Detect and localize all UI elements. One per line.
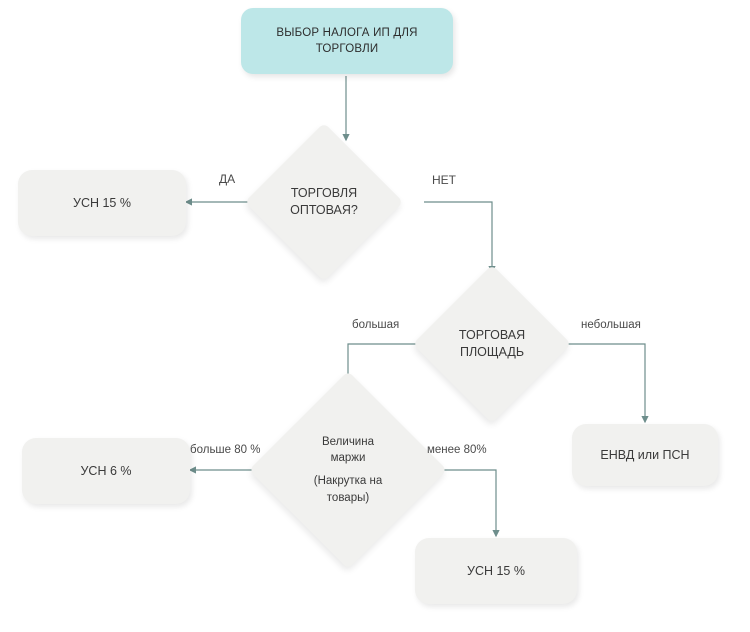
node-optovaya-label: ТОРГОВЛЯ ОПТОВАЯ? <box>290 186 358 217</box>
node-start-label: ВЫБОР НАЛОГА ИП ДЛЯ ТОРГОВЛИ <box>276 26 418 55</box>
node-usn15-top-label: УСН 15 % <box>73 195 131 210</box>
node-envd-label: ЕНВД или ПСН <box>600 447 690 462</box>
node-margin-label <box>278 400 418 540</box>
node-start <box>241 8 453 74</box>
node-usn15-bottom <box>415 538 577 604</box>
edge-label-no: НЕТ <box>432 173 456 187</box>
node-usn6-label: УСН 6 % <box>80 463 132 478</box>
node-margin <box>278 400 418 540</box>
edge-label-margin-low: менее 80% <box>427 444 487 456</box>
node-margin-line1: Величина <box>322 435 374 448</box>
node-margin-line2: маржи <box>330 452 366 465</box>
node-area-label: ТОРГОВАЯ ПЛОЩАДЬ <box>458 328 526 359</box>
node-usn15-bottom-label: УСН 15 % <box>467 563 525 578</box>
node-usn6 <box>22 438 190 504</box>
node-envd <box>572 424 718 486</box>
edge-label-large-area: большая <box>352 319 400 331</box>
node-optovaya <box>268 146 380 258</box>
edge-label-yes: ДА <box>219 172 236 186</box>
node-margin-line3: (Накрутка на товары) <box>313 475 383 504</box>
node-usn15-top <box>18 170 186 236</box>
edge-label-small-area: небольшая <box>581 319 641 331</box>
node-area <box>436 288 548 400</box>
edge-label-margin-high: больше 80 % <box>190 444 261 456</box>
